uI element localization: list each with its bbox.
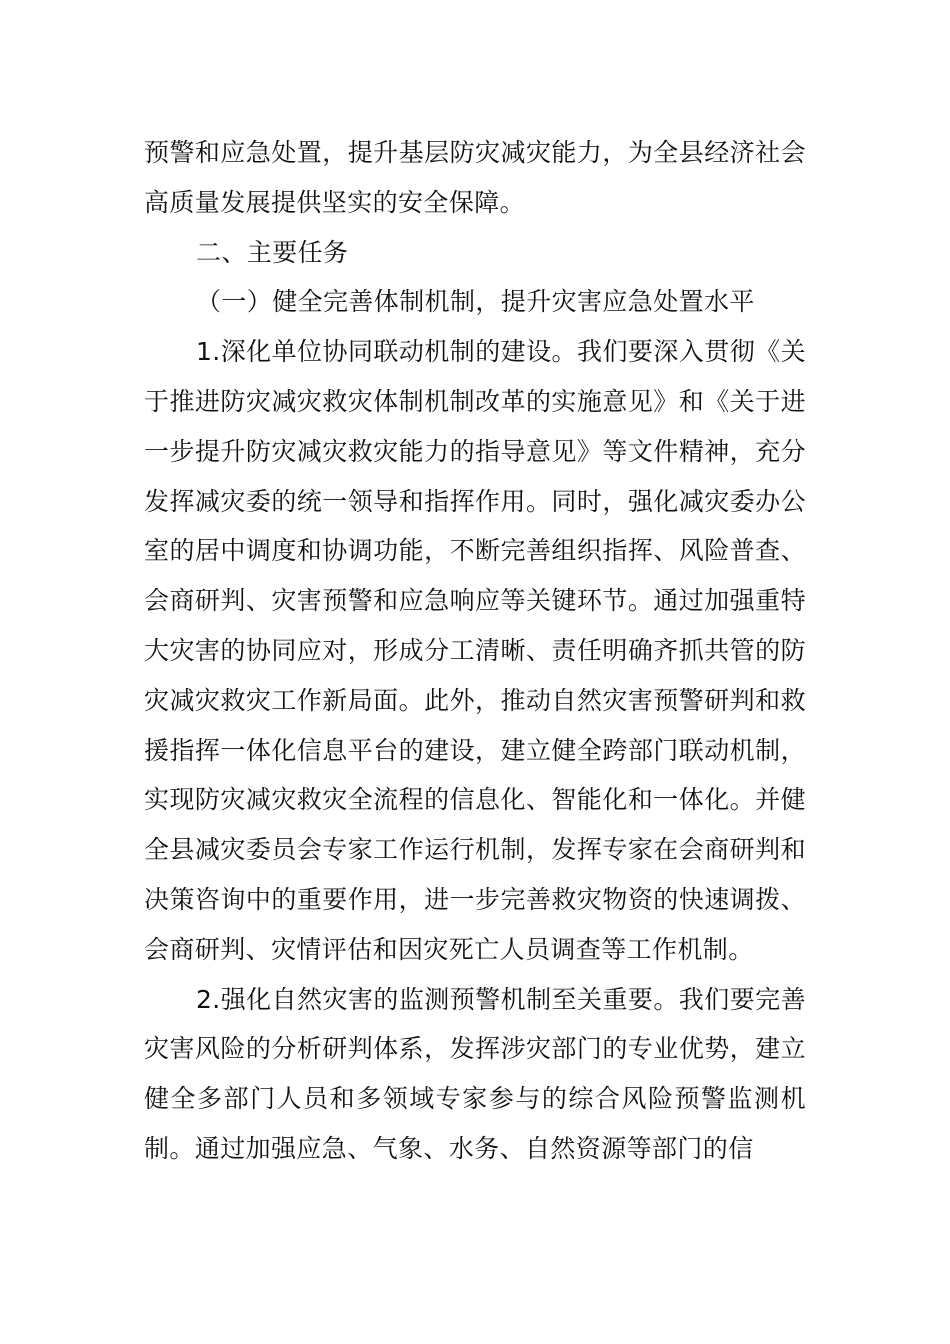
paragraph-continuation: 预警和应急处置，提升基层防灾减灾能力，为全县经济社会高质量发展提供坚实的安全保障。 bbox=[144, 138, 806, 217]
document-body bbox=[144, 128, 806, 1174]
paragraph-item-1: 1.深化单位协同联动机制的建设。我们要深入贯彻《关于推进防灾减灾救灾体制机制改革的实施意见》和《关于进一步提升防灾减灾救灾能力的指导意见》等文件精神，充分发挥减灾委的统一领导和指挥作用。同时，强化减灾委办公室的居中调度和协调功能，不断完善组织指挥、风险普查、会商研判、灾害预警和应急响应等关键环节。通过加强重特大灾害的协同应对，形成分工清晰、责任明确齐抓共管的防灾减灾救灾工作新局面。此外，推动自然灾害预警研判和救援指挥一体化信息平台的建设，建立健全跨部门联动机制，实现防灾减灾救灾全流程的信息化、智能化和一体化。并健全县减灾委员会专家工作运行机制，发挥专家在会商研判和决策咨询中的重要作用，进一步完善救灾物资的快速调拨、会商研判、灾情评估和因灾死亡人员调查等工作机制。 bbox=[144, 337, 806, 964]
subsection-heading: （一）健全完善体制机制，提升灾害应急处置水平 bbox=[196, 287, 755, 317]
paragraph-item-2: 2.强化自然灾害的监测预警机制至关重要。我们要完善灾害风险的分析研判体系，发挥涉灾部门的专业优势，建立健全多部门人员和多领域专家参与的综合风险预警监测机制。通过加强应急、气象、水务、自然资源等部门的信 bbox=[144, 984, 806, 1163]
section-heading: 二、主要任务 bbox=[196, 237, 349, 267]
